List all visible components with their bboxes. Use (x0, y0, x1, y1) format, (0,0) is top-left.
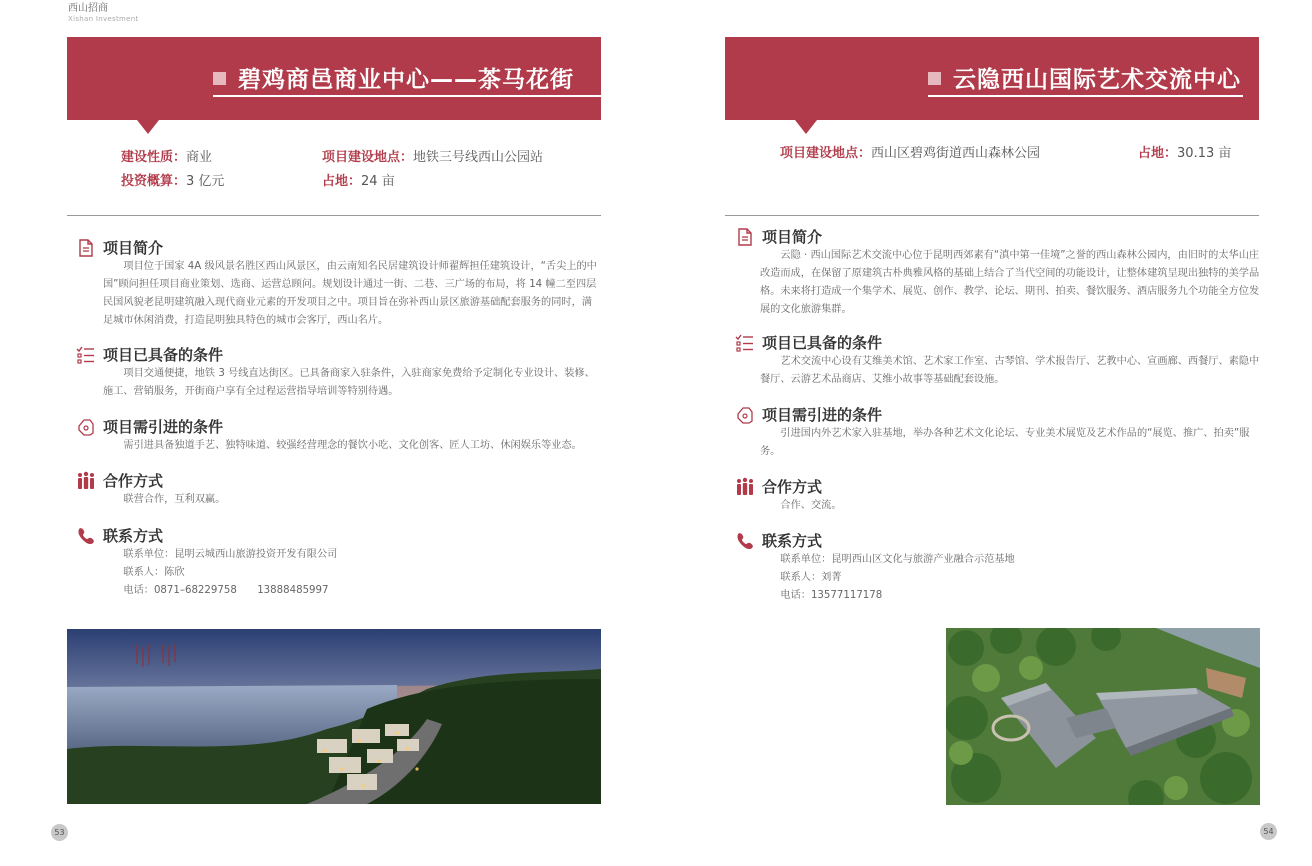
right-cooperation-text: 合作、交流。 (780, 500, 842, 511)
page-number-right: 54 (1260, 823, 1277, 840)
left-conditions-text: 项目交通便捷，地铁 3 号线直达街区。已具备商家入驻条件，入驻商家免费给予定制化专业设计、装修、施工、营销服务，开街商户享有全过程运营指导培训等特别待遇。 (103, 368, 595, 397)
people-icon (76, 471, 96, 491)
left-intro-title: 项目简介 (103, 239, 164, 257)
right-contact-title: 联系方式 (762, 532, 823, 550)
right-contact-unit: 联系单位：昆明西山区文化与旅游产业融合示范基地 (780, 554, 1015, 565)
banner-notch (795, 120, 817, 134)
left-contact-title: 联系方式 (103, 527, 164, 545)
left-info-area: 占地：24 亩 (322, 174, 395, 189)
right-conditions-text: 艺术交流中心设有艾维美术馆、艺术家工作室、古琴馆、学术报告厅、艺教中心、宣画廊、西餐厅、素隐中餐厅、云游艺术品商店、艾维小故事等基础配套设施。 (760, 356, 1260, 385)
left-title-underline (213, 95, 647, 97)
left-contact-phone: 电话：0871–68229758 13888485997 (123, 585, 329, 596)
left-cooperation-title: 合作方式 (103, 472, 164, 490)
right-conditions-title: 项目已具备的条件 (762, 334, 883, 352)
right-title-banner (725, 37, 1259, 120)
document-icon (735, 227, 755, 247)
checklist-icon (735, 333, 755, 353)
right-title-underline (928, 95, 1243, 97)
left-intro-text: 项目位于国家 4A 级风景名胜区西山风景区，由云南知名民居建筑设计师翟辉担任建筑设计，“舌尖上的中国”顾问担任项目商业策划、选商、运营总顾问。规划设计通过一街、二巷、三广场的布局，将 14 幢二至四层民国风貌老昆明建筑融入现代商业元素的开发项目之中。项目旨在弥补西山景区旅游基础配套服务的同时，满足城市休闲消费，打造昆明独具特色的城市会客厅，西山名片。 (103, 261, 597, 326)
phone-icon (76, 526, 96, 546)
checklist-icon (76, 345, 96, 365)
right-contact-person: 联系人：刘菁 (780, 572, 842, 583)
hand-pointer-icon (735, 405, 755, 425)
right-page-title: 云隐西山国际艺术交流中心 (928, 61, 1241, 94)
left-needs-text: 需引进具备独道手艺、独特味道、较强经营理念的餐饮小吃、文化创客、匠人工坊、休闲娱乐等业态。 (123, 440, 582, 451)
right-intro-title: 项目简介 (762, 228, 823, 246)
dusk-aerial-rendering (67, 629, 601, 804)
right-project-photo (946, 628, 1260, 805)
left-contact-person: 联系人：陈欣 (123, 567, 185, 578)
right-needs-title: 项目需引进的条件 (762, 406, 883, 424)
left-page-title: 碧鸡商邑商业中心——茶马花街 (213, 61, 574, 94)
left-info-investment: 投资概算：3 亿元 (121, 174, 225, 189)
banner-notch (137, 120, 159, 134)
left-divider (67, 215, 601, 216)
left-conditions-title: 项目已具备的条件 (103, 346, 224, 364)
left-title-banner (67, 37, 601, 120)
brand-english: Xishan Investment (68, 15, 139, 23)
left-info-nature: 建设性质：商业 (121, 150, 213, 165)
aerial-building-photo (946, 628, 1260, 805)
right-contact-phone: 电话：13577117178 (780, 590, 883, 601)
right-needs-text: 引进国内外艺术家入驻基地，举办各种艺术文化论坛、专业美术展览及艺术作品的“展览、推广、拍卖”服务。 (760, 428, 1250, 457)
right-intro-text: 云隐 · 西山国际艺术交流中心位于昆明西郊素有“滇中第一佳境”之誉的西山森林公园内，由旧时的太华山庄改造而成，在保留了原建筑古朴典雅风格的基础上结合了当代空间的功能设计，让整体建筑呈现出独特的美学品格。未来将打造成一个集学术、展览、创作、教学、论坛、期刊、拍卖、餐饮服务、酒店服务九个功能全方位发展的文化旅游集群。 (760, 250, 1260, 315)
right-info-location: 项目建设地点：西山区碧鸡街道西山森林公园 (780, 146, 1041, 161)
left-contact-unit: 联系单位：昆明云城西山旅游投资开发有限公司 (123, 549, 338, 560)
right-divider (725, 215, 1259, 216)
phone-icon (735, 531, 755, 551)
right-cooperation-title: 合作方式 (762, 478, 823, 496)
left-cooperation-text: 联营合作，互利双赢。 (123, 494, 226, 505)
page-number-left: 53 (51, 824, 68, 841)
people-icon (735, 477, 755, 497)
left-needs-title: 项目需引进的条件 (103, 418, 224, 436)
left-project-photo (67, 629, 601, 804)
left-info-location: 项目建设地点：地铁三号线西山公园站 (322, 150, 544, 165)
document-icon (76, 238, 96, 258)
brand-chinese: 西山招商 (68, 3, 108, 14)
right-info-area: 占地：30.13 亩 (1138, 146, 1232, 161)
hand-pointer-icon (76, 417, 96, 437)
